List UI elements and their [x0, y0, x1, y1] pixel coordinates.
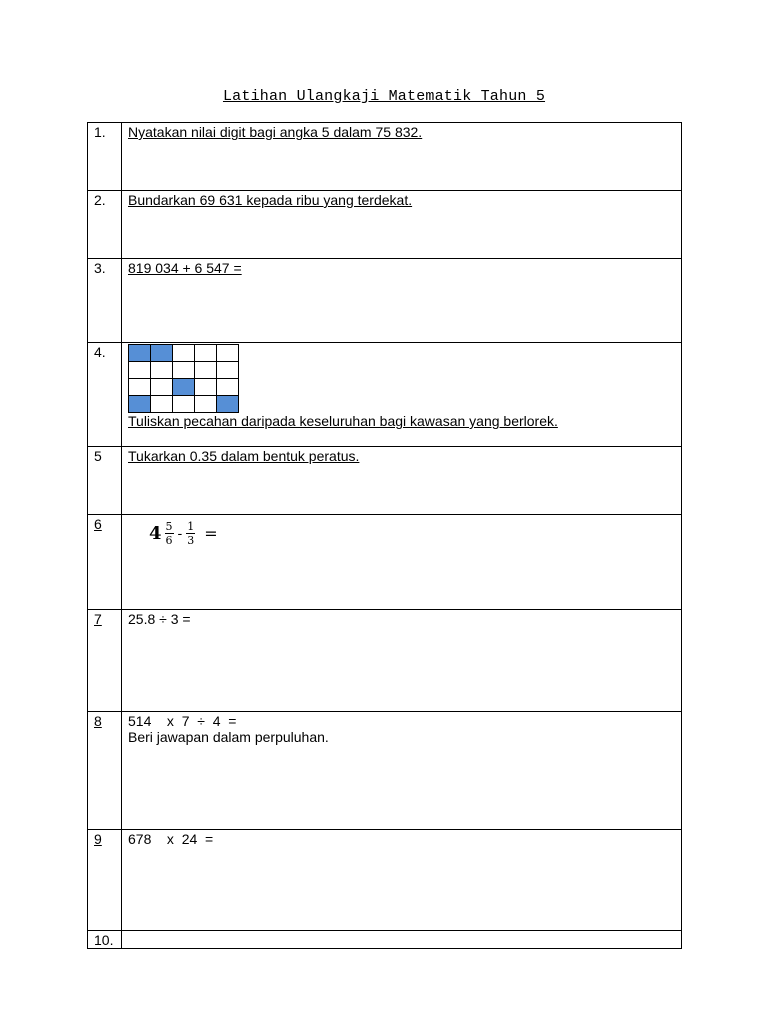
question-row [88, 515, 682, 610]
grid-cell [195, 379, 217, 396]
question-number: 7 [94, 611, 102, 627]
denominator: 6 [165, 534, 173, 547]
question-text: Tuliskan pecahan daripada keseluruhan bagi kawasan yang berlorek. [128, 413, 558, 429]
grid-cell-shaded [151, 345, 173, 362]
grid-cell [195, 345, 217, 362]
question-number: 10. [88, 931, 122, 949]
question-text: 678 x 24 = [128, 831, 214, 847]
equals-sign: = [204, 524, 218, 543]
question-text: 819 034 + 6 547 = [128, 260, 242, 276]
grid-cell [151, 362, 173, 379]
grid-cell-shaded [217, 396, 239, 413]
grid-cell-shaded [173, 379, 195, 396]
denominator: 3 [187, 534, 195, 547]
question-text [122, 931, 682, 949]
question-text: Tukarkan 0.35 dalam bentuk peratus. [128, 448, 360, 464]
question-row [88, 830, 682, 931]
grid-cell [217, 345, 239, 362]
question-row [88, 123, 682, 191]
grid-cell [129, 379, 151, 396]
numerator: 5 [165, 520, 173, 533]
whole-number: 4 [149, 523, 162, 544]
question-number: 1. [88, 123, 122, 191]
question-number: 9 [94, 831, 102, 847]
question-text: Nyatakan nilai digit bagi angka 5 dalam 75 832. [128, 124, 423, 140]
question-number: 2. [88, 191, 122, 259]
question-row [88, 610, 682, 712]
numerator: 1 [187, 520, 195, 533]
question-number: 3. [88, 259, 122, 343]
question-text: 514 x 7 ÷ 4 = [128, 713, 237, 729]
grid-cell [217, 362, 239, 379]
question-number: 5 [88, 447, 122, 515]
fraction-expression [149, 520, 681, 547]
grid-cell-shaded [129, 396, 151, 413]
grid-cell [195, 362, 217, 379]
grid-cell [129, 362, 151, 379]
question-number: 4. [88, 343, 122, 447]
question-table [87, 122, 682, 949]
question-instruction: Beri jawapan dalam perpuluhan. [128, 729, 329, 745]
question-number: 8 [94, 713, 102, 729]
grid-cell [173, 362, 195, 379]
grid-cell [217, 379, 239, 396]
question-row [88, 712, 682, 830]
fraction [165, 520, 174, 547]
grid-cell [173, 345, 195, 362]
question-row [88, 447, 682, 515]
question-row [88, 259, 682, 343]
minus-sign: - [177, 525, 183, 542]
grid-cell [195, 396, 217, 413]
question-text: 25.8 ÷ 3 = [128, 611, 191, 627]
grid-cell [151, 396, 173, 413]
question-row [88, 931, 682, 949]
grid-cell [173, 396, 195, 413]
grid-cell-shaded [129, 345, 151, 362]
shaded-fraction-grid [128, 344, 239, 413]
question-row [88, 191, 682, 259]
worksheet-title: Latihan Ulangkaji Matematik Tahun 5 [222, 88, 546, 105]
grid-cell [151, 379, 173, 396]
fraction [186, 520, 195, 547]
question-row [88, 343, 682, 447]
question-number: 6 [94, 516, 102, 532]
question-text: Bundarkan 69 631 kepada ribu yang terdekat. [128, 192, 413, 208]
